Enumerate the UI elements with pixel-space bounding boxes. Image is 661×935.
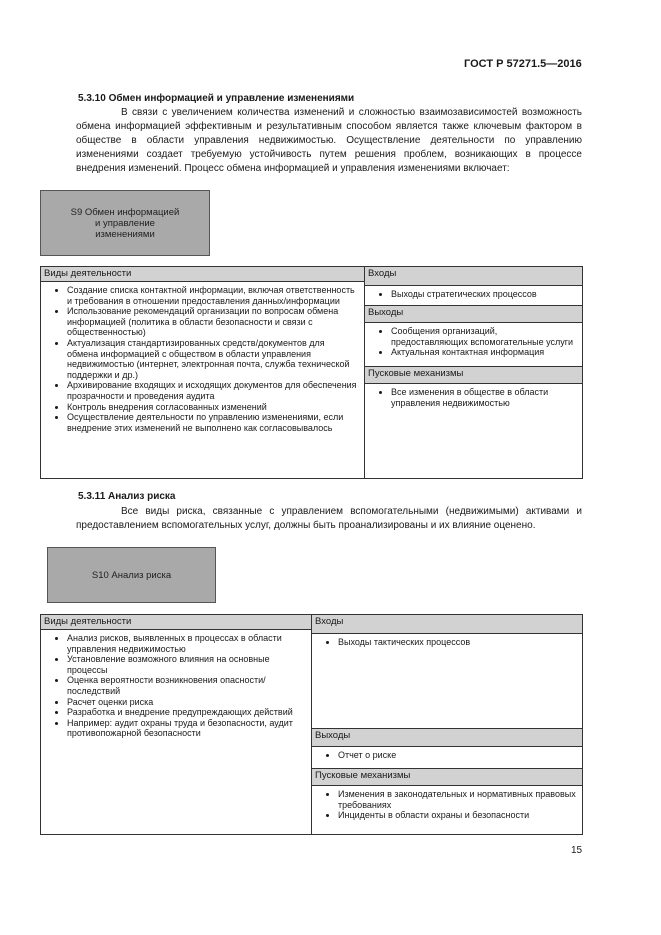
list-item: • Расчет оценки риска <box>67 697 305 708</box>
triggers-cell <box>365 384 583 479</box>
outputs-header: Выходы <box>312 729 583 747</box>
list-item: • Установление возможного влияния на основные процессы <box>67 654 305 675</box>
list-item: • Анализ рисков, выявленных в процессах в области управления недвижимостью <box>67 633 305 654</box>
process-box-s9 <box>40 190 210 256</box>
activities-table-s10 <box>40 614 583 835</box>
list-item: • Сообщения организаций, предоставляющих вспомогательные услуги <box>391 326 576 347</box>
activities-list <box>41 630 311 742</box>
activities-column <box>41 267 365 479</box>
list-item: • Разработка и внедрение предупреждающих действий <box>67 707 305 718</box>
standard-code: ГОСТ Р 57271.5—2016 <box>464 58 582 70</box>
outputs-cell <box>365 323 583 367</box>
list-item: • Осуществление деятельности по управлению изменениями, если внедрение этих изменений не выполнено как согласовывалось <box>67 412 358 433</box>
list-item: • Актуальная контактная информация <box>391 347 576 358</box>
triggers-cell <box>312 786 583 835</box>
inputs-header: Входы <box>365 267 583 286</box>
list-item: • Оценка вероятности возникновения опасности/последствий <box>67 675 305 696</box>
process-box-s10 <box>47 547 216 603</box>
inputs-header: Входы <box>312 615 583 634</box>
triggers-header: Пусковые механизмы <box>312 769 583 786</box>
list-item: • Изменения в законодательных и нормативных правовых требованиях <box>338 789 576 810</box>
activities-table-s9 <box>40 266 583 479</box>
section-heading-5-3-10: 5.3.10 Обмен информацией и управление изменениями <box>78 93 355 104</box>
inputs-cell <box>312 634 583 729</box>
list-item: • Использование рекомендаций организации по вопросам обмена информацией (политика в области безопасности и связи с общественностью) <box>67 306 358 338</box>
activities-header: Виды деятельности <box>41 267 364 282</box>
list-item: • Архивирование входящих и исходящих документов для обеспечения прозрачности и проведения аудита <box>67 380 358 401</box>
list-item: • Актуализация стандартизированных средств/документов для обмена информацией с обществом в области управления недвижимостью (интернет, электронная почта, служба технической поддержки и др.) <box>67 338 358 380</box>
list-item: • Все изменения в обществе в области управления недвижимостью <box>391 387 576 408</box>
list-item: • Выходы стратегических процессов <box>391 289 576 300</box>
section-paragraph-5-3-11 <box>76 505 582 533</box>
box-line: S10 Анализ риска <box>91 569 172 581</box>
box-line: S9 Обмен информацией <box>70 206 180 218</box>
paragraph-text: В связи с увеличением количества изменений и сложностью взаимозависимостей возможность обмена информацией эффективным и результативным способом является также ключевым фактором в обществе в области управления недвижимостью. Осуществление деятельности по управлению изменениями создает требуемую устойчивость путем решения проблем, возникающих в процессе внедрения изменений. Процесс обмена информацией и управления изменениями включает: <box>76 107 582 174</box>
paragraph-text: Все виды риска, связанные с управлением вспомогательными (недвижимыми) активами и предоставлением вспомогательных услуг, должны быть проанализированы и их влияние оценено. <box>76 506 582 531</box>
page-number: 15 <box>571 845 583 856</box>
activities-header: Виды деятельности <box>41 615 311 630</box>
section-heading-5-3-11: 5.3.11 Анализ риска <box>78 491 176 502</box>
list-item: • Выходы тактических процессов <box>338 637 576 648</box>
box-line: и управление <box>95 217 155 229</box>
list-item: • Инциденты в области охраны и безопасности <box>338 810 576 821</box>
list-item: • Например: аудит охраны труда и безопасности, аудит противопожарной безопасности <box>67 718 305 739</box>
list-item: • Контроль внедрения согласованных изменений <box>67 402 358 413</box>
activities-list <box>41 282 364 436</box>
inputs-cell <box>365 286 583 306</box>
activities-column <box>41 615 312 835</box>
outputs-cell <box>312 747 583 769</box>
list-item: • Отчет о риске <box>338 750 576 761</box>
section-paragraph-5-3-10 <box>76 106 582 176</box>
list-item: • Создание списка контактной информации, включая ответственность и требования в отношении предоставления данных/информации <box>67 285 358 306</box>
triggers-header: Пусковые механизмы <box>365 367 583 384</box>
box-line: изменениями <box>95 228 155 240</box>
outputs-header: Выходы <box>365 306 583 323</box>
